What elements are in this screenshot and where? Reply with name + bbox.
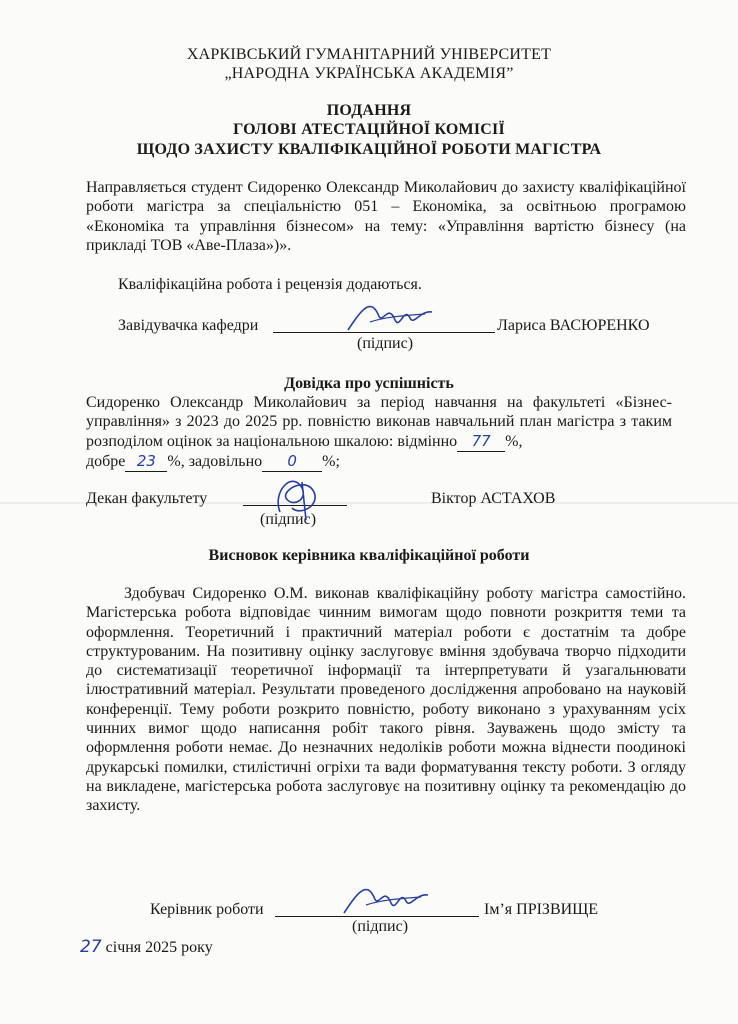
- title-line-2: ГОЛОВІ АТЕСТАЦІЙНОЇ КОМІСІЇ: [233, 121, 505, 138]
- attached-note: Кваліфікаційна робота і рецензія додаються.: [118, 276, 422, 293]
- supervisor-signature-caption: (підпис): [352, 918, 409, 935]
- conclusion-paragraph: Здобувач Сидоренко О.М. виконав кваліфікаційну роботу магістра самостійно. Магістерська робота відповідає чинним вимогам щодо повноти розкриття теми та оформлення. Теоретичний і практичний матеріал роботи є достатнім та добре структурованим. На позитивну оцінку заслуговує вміння здобувача творчо підходити до систематизації теоретичної інформації та інтерпретувати й узагальнювати ілюстративний матеріал. Результати проведеного дослідження апробовано на науковій конференції. Тему роботи розкрито повністю, роботу виконано з урахуванням усіх чинних вимог щодо написання робіт такого рівня. Зауважень щодо змісту та оформлення роботи немає. До незначних недоліків роботи можна віднести поодинокі друкарські помилки, стилістичні огріхи та вади форматування тексту роботи. З огляду на викладене, магістерська робота заслуговує на позитивну оцінку та рекомендацію до захисту.: [86, 585, 686, 815]
- performance-title: Довідка про успішність: [284, 375, 454, 392]
- date-day: 27: [80, 937, 102, 957]
- academy-name: „НАРОДНА УКРАЇНСЬКА АКАДЕМІЯ”: [224, 65, 514, 82]
- supervisor-name: Ім’я ПРІЗВИЩЕ: [484, 901, 599, 918]
- title-line-1: ПОДАННЯ: [326, 102, 412, 119]
- dean-signature-image: [262, 462, 342, 524]
- dean-label: Декан факультету: [86, 490, 208, 507]
- satisfactory-value: 0: [287, 451, 297, 470]
- intro-paragraph: Направляється студент Сидоренко Олександр Миколайович до захисту кваліфікаційної роботи магістра за спеціальністю 051 – Економіка, за освітньою програмою «Економіка та управління бізнесом» на тему: «Управління вартістю бізнесу (на прикладі ТОВ «Аве-Плаза»)».: [86, 179, 686, 254]
- supervisor-signature-image: [336, 875, 436, 925]
- excellent-percent-label: %,: [505, 432, 523, 450]
- dean-name: Віктор АСТАХОВ: [431, 490, 556, 507]
- title-line-3: ЩОДО ЗАХИСТУ КВАЛІФІКАЦІЙНОЇ РОБОТИ МАГІСТРА: [136, 141, 602, 158]
- excellent-value: 77: [471, 431, 491, 450]
- satisfactory-percent-label: %;: [322, 452, 340, 470]
- head-signature-caption: (підпис): [357, 335, 414, 352]
- supervisor-label: Керівник роботи: [150, 901, 264, 918]
- performance-text: Сидоренко Олександр Миколайович за період навчання на факультеті «Бізнес-управління» з 2023 до 2025 рр. повністю виконав навчальний план магістра з таким розподілом оцінок за національною шкалою: відмінно: [86, 394, 672, 450]
- university-name: ХАРКІВСЬКИЙ ГУМАНІТАРНИЙ УНІВЕРСИТЕТ: [186, 46, 552, 63]
- head-of-department-name: Лариса ВАСЮРЕНКО: [497, 317, 650, 334]
- dean-signature-caption: (підпис): [260, 511, 317, 528]
- excellent-value-field: [457, 432, 505, 452]
- conclusion-title: Висновок керівника кваліфікаційної роботи: [208, 547, 530, 564]
- good-value-field: [125, 452, 167, 472]
- performance-paragraph: [86, 393, 672, 472]
- date-rest: січня 2025 року: [101, 939, 213, 956]
- head-signature-image: [340, 292, 440, 342]
- satisfactory-label: %, задовільно: [167, 452, 263, 470]
- good-value: 23: [136, 451, 156, 470]
- head-of-department-label: Завідувачка кафедри: [118, 317, 259, 334]
- good-label: добре: [86, 452, 126, 470]
- date-line: [80, 938, 213, 957]
